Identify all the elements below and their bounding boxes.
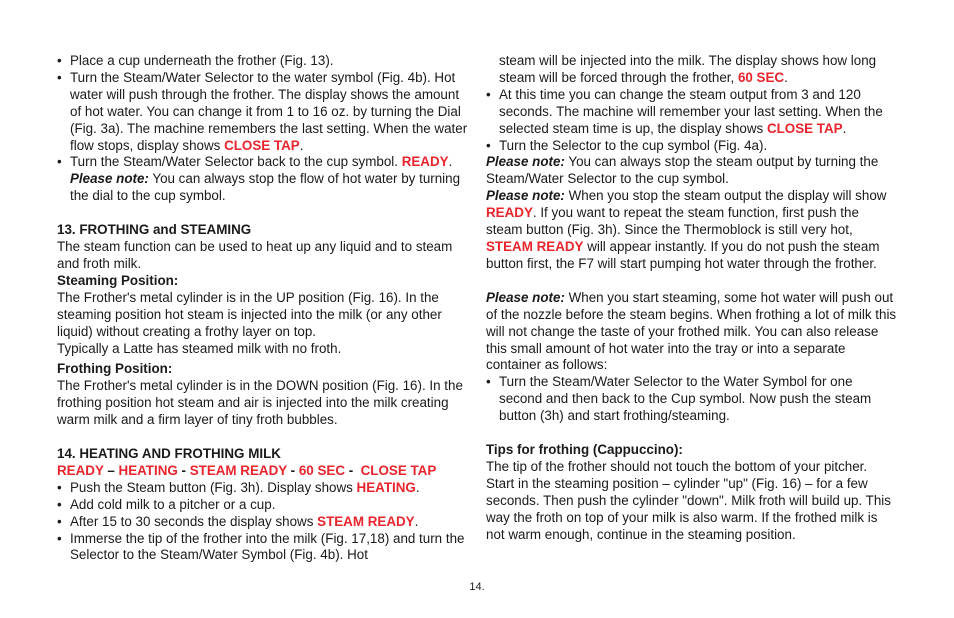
bullet-immerse: • Immerse the tip of the frother into the milk (Fig. 17,18) and turn the Selector to the Steam/Water Symbol (Fig. 4b). Hot [57,531,469,565]
heading-frothing-position: Frothing Position: [57,361,173,377]
bullet-change-output: • At this time you can change the steam output from 3 and 120 seconds. The machine will remember your last setting. When the selected steam time is up, the display shows CLOSE TAP. [486,87,898,138]
heading-heating-frothing: 14. HEATING AND FROTHING MILK [57,446,281,462]
bullet-cup-symbol: • Turn the Selector to the cup symbol (Fig. 4a). [486,138,898,155]
para-steam-function: The steam function can be used to heat up any liquid and to steam and froth milk. [57,239,453,271]
bullet-add-milk: • Add cold milk to a pitcher or a cup. [57,497,469,514]
bullet-water-selector: • Turn the Steam/Water Selector to the water symbol (Fig. 4b). Hot water will push through the frother. The display shows the amount of hot water. You can change it from 1 to 16 oz. by turning the Dial (Fig. 3a). The machine remembers the last setting. When the water flow stops, display shows CLOSE TAP. [57,70,469,155]
para-steaming-position: The Frother's metal cylinder is in the UP position (Fig. 16). In the steaming position hot steam is injected into the milk (or any other liquid) without creating a frothy layer on top. [57,289,442,339]
bullet-release-water: • Turn the Steam/Water Selector to the Water Symbol for one second and then back to the Cup symbol. Now push the steam button (3h) and start frothing/steaming. [486,374,898,425]
note-repeat-steam: Please note: When you stop the steam output the display will show READY. If you want to repeat the steam function, first push the steam button (Fig. 3h). Since the Thermoblock is still very hot, STEAM READY will appear instantly. If you do not push the steam button first, the F7 will start pumping hot water through the frother. [486,188,887,271]
left-column [57,53,469,564]
note-hot-water: Please note: You can always stop the flow of hot water by turning the dial to the cup symbol. [70,171,461,204]
bullet-selector-back: • Turn the Steam/Water Selector back to the cup symbol. READY. [57,154,469,171]
status-ready: READY [401,154,449,170]
status-close-tap: CLOSE TAP [224,137,300,153]
heading-steaming-position: Steaming Position: [57,272,179,288]
heading-tips-frothing: Tips for frothing (Cappuccino): [486,442,683,458]
bullet-place-cup: • Place a cup underneath the frother (Fig. 13). [57,53,469,70]
para-latte: Typically a Latte has steamed milk with no froth. [57,340,342,356]
para-frothing-position: The Frother's metal cylinder is in the DOWN position (Fig. 16). In the frothing position hot steam and air is injected into the milk creating warm milk and a firm layer of tiny froth bubbles. [57,378,463,428]
right-column [486,53,898,543]
note-stop-steam: Please note: You can always stop the steam output by turning the Steam/Water Selector to the cup symbol. [486,154,879,187]
note-hot-water-nozzle: Please note: When you start steaming, some hot water will push out of the nozzle before the steam begins. When frothing a lot of milk this will not change the taste of your frothed milk. You can also release this small amount of hot water into the tray or into a separate container as follows: [486,289,897,373]
bullet-wait: • After 15 to 30 seconds the display shows STEAM READY. [57,514,469,531]
display-sequence: READY – HEATING - STEAM READY - 60 SEC - CLOSE TAP [57,462,437,478]
para-steam-continued: steam will be injected into the milk. The display shows how long steam will be forced through the frother, 60 SEC. [499,53,877,85]
bullet-push-steam: • Push the Steam button (Fig. 3h). Display shows HEATING. [57,480,469,497]
page-number: 14. [469,581,485,593]
heading-frothing-steaming: 13. FROTHING and STEAMING [57,222,252,238]
para-tips-frothing: The tip of the frother should not touch the bottom of your pitcher. Start in the steaming position – cylinder "up" (Fig. 16) – for a few seconds. Then push the cylinder "down". Milk froth will build up. This way the froth on top of your milk is also warm. If the frothed milk is not warm enough, continue in the steaming position. [486,458,891,542]
